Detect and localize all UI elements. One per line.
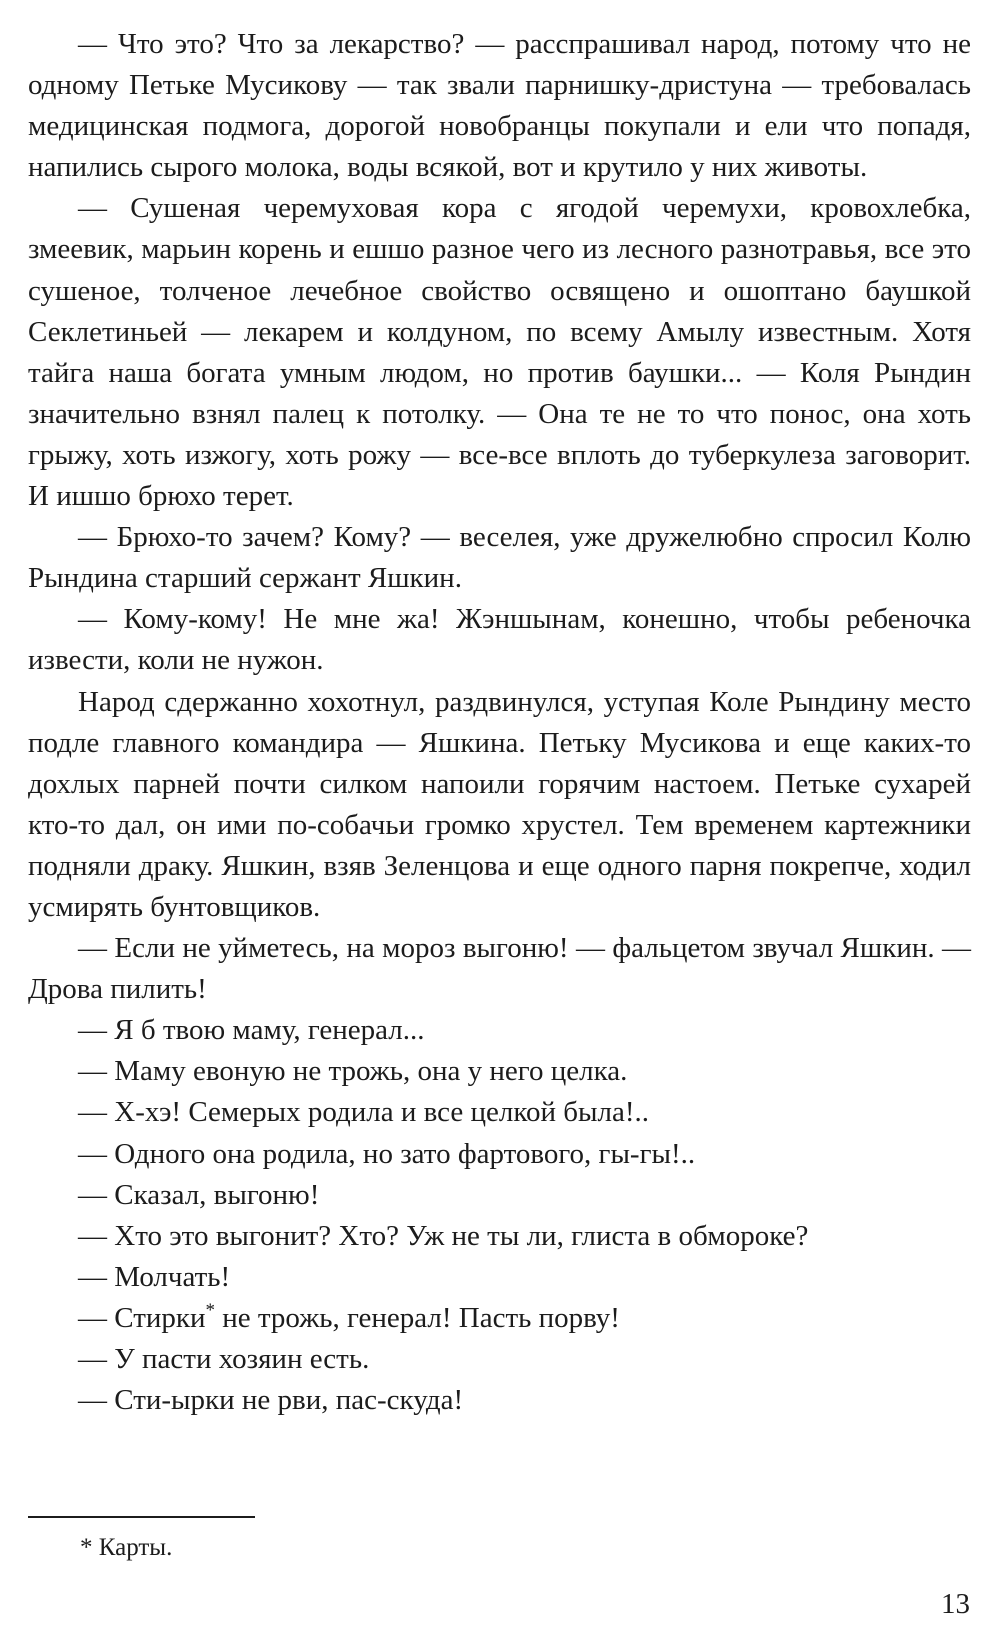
page-body bbox=[28, 24, 971, 1421]
paragraph: — Сушеная черемуховая кора с ягодой черемухи, кровохлебка, змеевик, марьин корень и ешшо разное чего из лесного разнотравья, все это сушеное, толченое лечебное свойство освящено и ошоптано баушкой Секлетиньей — лекарем и колдуном, по всему Амылу известным. Хотя тайга наша богата умным людом, но против баушки... — Коля Рындин значительно взнял палец к потолку. — Она те не то что понос, она хоть грыжу, хоть изжогу, хоть рожу — все-все вплоть до туберкулеза заговорит. И ишшо брюхо терет. bbox=[28, 192, 971, 513]
paragraph: — Брюхо-то зачем? Кому? — веселея, уже дружелюбно спросил Колю Рындина старший сержант Яшкин. bbox=[28, 521, 971, 595]
dialogue-line: — Х-хэ! Семерых родила и все целкой была!.. bbox=[78, 1096, 650, 1129]
dialogue-line: — Я б твою маму, генерал... bbox=[78, 1014, 425, 1047]
paragraph: — Если не уйметесь, на мороз выгоню! — фальцетом звучал Яшкин. — Дрова пилить! bbox=[28, 932, 971, 1006]
dialogue-line: — Хто это выгонит? Хто? Уж не ты ли, глиста в обмороке? bbox=[78, 1219, 809, 1252]
paragraph: — Кому-кому! Не мне жа! Жэншынам, конешно, чтобы ребеночка извести, коли не нужон. bbox=[28, 603, 971, 677]
paragraph: Народ сдержанно хохотнул, раздвинулся, уступая Коле Рындину место подле главного командира — Яшкина. Петьку Мусикова и еще каких-то дохлых парней почти силком напоили горячим настоем. Петьке сухарей кто-то дал, он ими по-собачьи громко хрустел. Тем временем картежники подняли драку. Яшкин, взяв Зеленцова и еще одного парня покрепче, ходил усмирять бунтовщиков. bbox=[28, 685, 971, 923]
dialogue-line: — Молчать! bbox=[78, 1260, 231, 1293]
dialogue-line: — Одного она родила, но зато фартового, гы-гы!.. bbox=[78, 1137, 696, 1170]
dialogue-line-with-footnote bbox=[28, 1298, 971, 1339]
dialogue-line: — Сти-ырки не рви, пас-скуда! bbox=[78, 1384, 464, 1417]
footnote-marker: * bbox=[205, 1299, 216, 1321]
dialogue-text: — Стирки bbox=[78, 1301, 206, 1334]
footnote: * Карты. bbox=[80, 1534, 173, 1561]
dialogue-line: — Маму евоную не трожь, она у него целка. bbox=[78, 1055, 628, 1088]
dialogue-line: — У пасти хозяин есть. bbox=[78, 1343, 370, 1375]
dialogue-line: — Сказал, выгоню! bbox=[78, 1178, 320, 1211]
footnote-divider bbox=[28, 1516, 255, 1518]
dialogue-text: не трожь, генерал! Пасть порву! bbox=[215, 1301, 620, 1334]
paragraph: — Что это? Что за лекарство? — расспрашивал народ, потому что не одному Петьке Мусикову — так звали парнишку-дристуна — требовалась медицинская подмога, дорогой новобранцы покупали и ели что попадя, напились сырого молока, воды всякой, вот и крутило у них животы. bbox=[28, 28, 971, 184]
page-number: 13 bbox=[941, 1588, 970, 1620]
